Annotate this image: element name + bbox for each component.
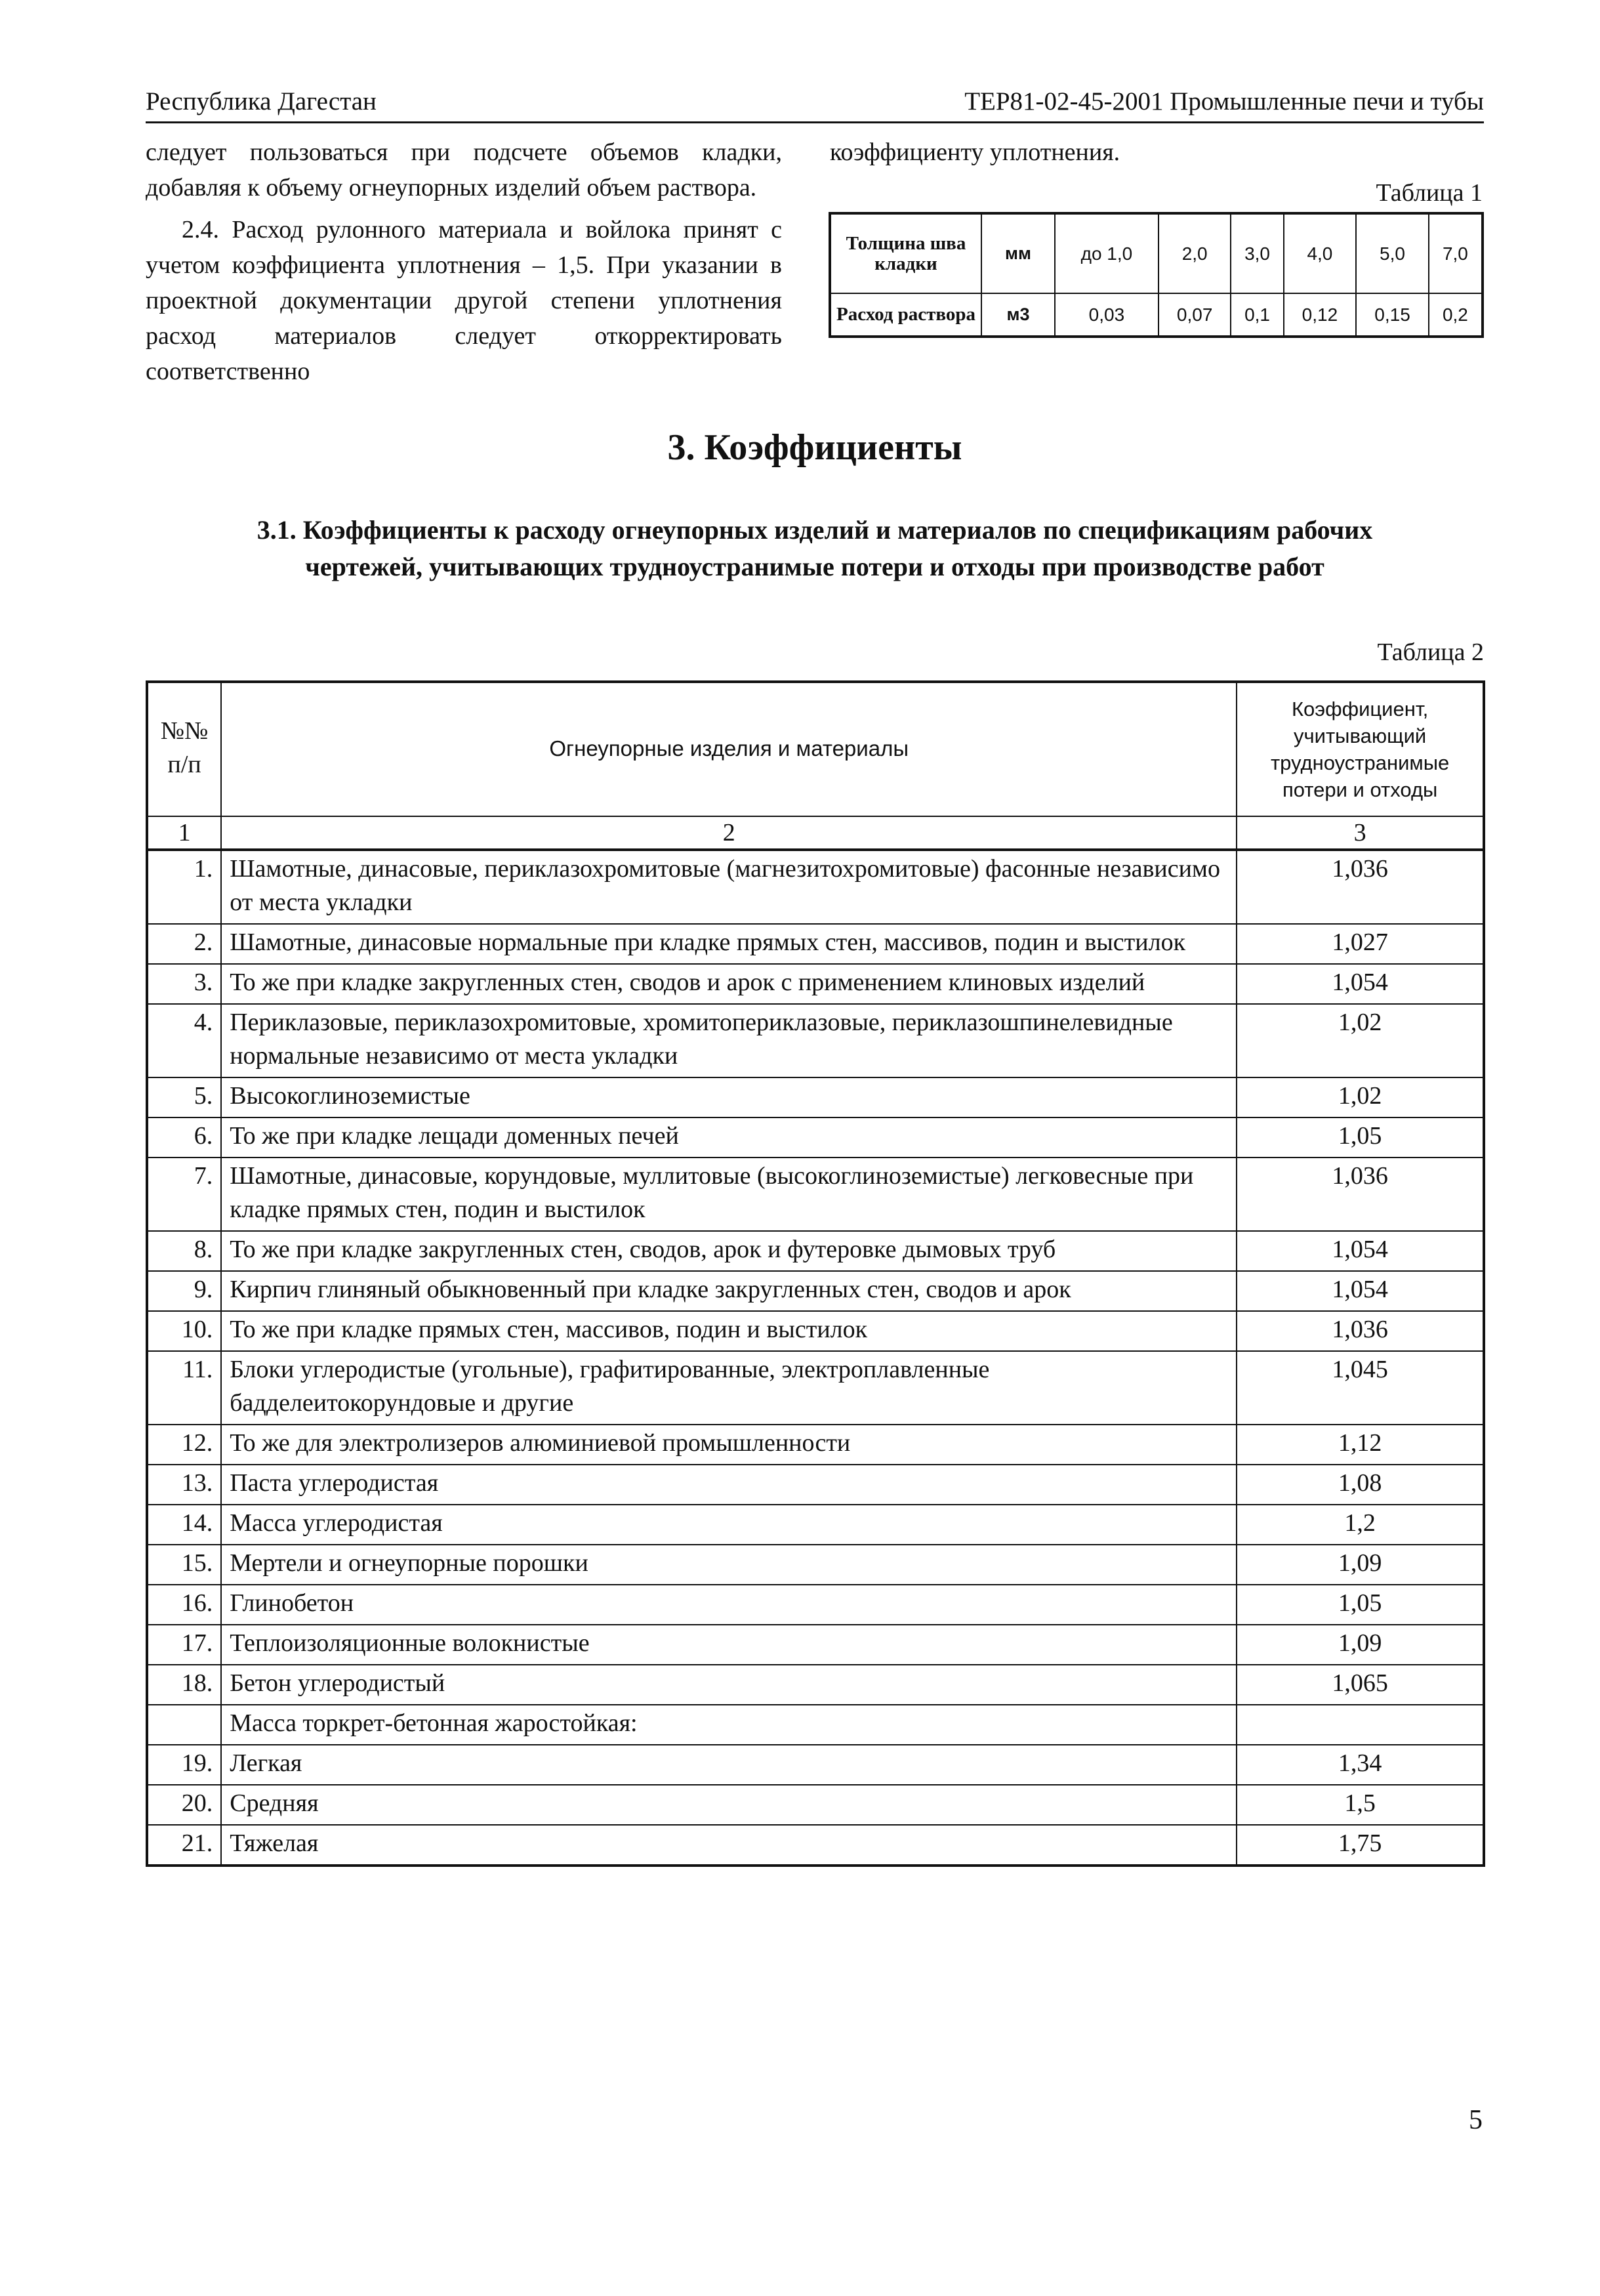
- row-coefficient: 1,02: [1237, 1077, 1484, 1117]
- table1-cell: 0,1: [1231, 293, 1283, 337]
- row-material: Шамотные, динасовые, корундовые, муллитовые (высокоглиноземистые) легковесные при кладке прямых стен, подин и выстилок: [221, 1158, 1237, 1231]
- table-row: [147, 1158, 1484, 1231]
- row-material: Легкая: [221, 1745, 1237, 1785]
- table-row: [147, 1231, 1484, 1271]
- table1-cell: 2,0: [1159, 213, 1231, 293]
- row-number: 7.: [147, 1158, 221, 1231]
- table1-row-label: Расход раствора: [830, 293, 981, 337]
- row-number: 4.: [147, 1004, 221, 1077]
- row-coefficient: [1237, 1705, 1484, 1745]
- table-row: [147, 1077, 1484, 1117]
- row-coefficient: 1,12: [1237, 1425, 1484, 1465]
- header-document-code: ТЕР81-02-45-2001 Промышленные печи и тубы: [964, 87, 1484, 115]
- header-value: Коэффициент, учитывающий трудноустранимые потери и отходы: [1237, 682, 1484, 816]
- row-number: 18.: [147, 1665, 221, 1705]
- table-row: [147, 850, 1484, 924]
- row-material: Кирпич глиняный обыкновенный при кладке закругленных стен, сводов и арок: [221, 1271, 1237, 1311]
- intro-paragraph-2: 2.4. Расход рулонного материала и войлока принят с учетом коэффициента уплотнения – 1,5. При указании в проектной документации другой степени уплотнения расход материалов следует откорректировать соответственно: [146, 216, 782, 385]
- table-row: [147, 1545, 1484, 1585]
- row-material: Средняя: [221, 1785, 1237, 1825]
- table-2: [146, 680, 1485, 1867]
- header-num: №№ п/п: [147, 682, 221, 816]
- row-number: 10.: [147, 1311, 221, 1351]
- table1-cell: 0,2: [1429, 293, 1483, 337]
- table1-cell: 3,0: [1231, 213, 1283, 293]
- row-coefficient: 1,036: [1237, 1158, 1484, 1231]
- table-row: [147, 1271, 1484, 1311]
- table1-row: [830, 293, 1483, 337]
- row-coefficient: 1,036: [1237, 1311, 1484, 1351]
- section-subtitle: 3.1. Коэффициенты к расходу огнеупорных изделий и материалов по спецификациям рабочих чертежей, учитывающих трудноустранимые потери и отходы при производстве работ: [256, 515, 1373, 581]
- row-coefficient: 1,2: [1237, 1505, 1484, 1545]
- row-number: 1.: [147, 850, 221, 924]
- row-coefficient: 1,045: [1237, 1351, 1484, 1425]
- table1-cell: 0,03: [1055, 293, 1159, 337]
- row-number: 15.: [147, 1545, 221, 1585]
- index-cell: 2: [221, 816, 1237, 850]
- row-number: 13.: [147, 1465, 221, 1505]
- table2-header-row: [147, 682, 1484, 816]
- row-coefficient: 1,05: [1237, 1585, 1484, 1625]
- table-row: [147, 1425, 1484, 1465]
- row-coefficient: 1,34: [1237, 1745, 1484, 1785]
- row-material: Шамотные, динасовые, периклазохромитовые (магнезитохромитовые) фасонные независимо от места укладки: [221, 850, 1237, 924]
- row-material: Масса углеродистая: [221, 1505, 1237, 1545]
- row-coefficient: 1,08: [1237, 1465, 1484, 1505]
- intro-left-column: [146, 135, 782, 389]
- row-coefficient: 1,054: [1237, 964, 1484, 1004]
- table-row: [147, 1825, 1484, 1866]
- row-number: 21.: [147, 1825, 221, 1866]
- table-row: [147, 1665, 1484, 1705]
- row-material: Шамотные, динасовые нормальные при кладке прямых стен, массивов, подин и выстилок: [221, 924, 1237, 964]
- table1-row-unit: мм: [981, 213, 1055, 293]
- table-row: [147, 1585, 1484, 1625]
- table1-cell: 5,0: [1356, 213, 1429, 293]
- table1-cell: 0,15: [1356, 293, 1429, 337]
- header-region: Республика Дагестан: [146, 87, 377, 115]
- table-row: [147, 964, 1484, 1004]
- row-material: Тяжелая: [221, 1825, 1237, 1866]
- index-cell: 1: [147, 816, 221, 850]
- table-row: [147, 924, 1484, 964]
- row-coefficient: 1,065: [1237, 1665, 1484, 1705]
- row-material: Теплоизоляционные волокнистые: [221, 1625, 1237, 1665]
- row-number: 14.: [147, 1505, 221, 1545]
- row-coefficient: 1,02: [1237, 1004, 1484, 1077]
- table-row: [147, 1505, 1484, 1545]
- table-row: [147, 1625, 1484, 1665]
- table1-cell: до 1,0: [1055, 213, 1159, 293]
- row-material: То же для электролизеров алюминиевой промышленности: [221, 1425, 1237, 1465]
- table-1: [829, 212, 1484, 338]
- table1-cell: 0,12: [1284, 293, 1357, 337]
- table-row: [147, 1745, 1484, 1785]
- table-row: [147, 1785, 1484, 1825]
- row-coefficient: 1,036: [1237, 850, 1484, 924]
- table-row: [147, 1004, 1484, 1077]
- row-number: 12.: [147, 1425, 221, 1465]
- table-row: [147, 1465, 1484, 1505]
- header-name: Огнеупорные изделия и материалы: [221, 682, 1237, 816]
- row-coefficient: 1,05: [1237, 1117, 1484, 1158]
- row-number: 11.: [147, 1351, 221, 1425]
- table-row: [147, 1351, 1484, 1425]
- row-number: 3.: [147, 964, 221, 1004]
- table-row: [147, 1117, 1484, 1158]
- row-coefficient: 1,09: [1237, 1545, 1484, 1585]
- row-number: 5.: [147, 1077, 221, 1117]
- row-material: Мертели и огнеупорные порошки: [221, 1545, 1237, 1585]
- table2-index-row: [147, 816, 1484, 850]
- row-number: 9.: [147, 1271, 221, 1311]
- table1-cell: 4,0: [1284, 213, 1357, 293]
- row-coefficient: 1,054: [1237, 1271, 1484, 1311]
- intro-right-text: коэффициенту уплотнения.: [830, 138, 1120, 166]
- row-material: То же при кладке закругленных стен, сводов и арок с применением клиновых изделий: [221, 964, 1237, 1004]
- row-material: Высокоглиноземистые: [221, 1077, 1237, 1117]
- row-material: Бетон углеродистый: [221, 1665, 1237, 1705]
- row-number: 19.: [147, 1745, 221, 1785]
- row-coefficient: 1,027: [1237, 924, 1484, 964]
- table-row: [147, 1311, 1484, 1351]
- intro-paragraph-1: следует пользоваться при подсчете объемов кладки, добавляя к объему огнеупорных изделий объем раствора.: [146, 138, 782, 201]
- row-material: Глинобетон: [221, 1585, 1237, 1625]
- table1-row-unit: м3: [981, 293, 1055, 337]
- row-number: 6.: [147, 1117, 221, 1158]
- row-number: 8.: [147, 1231, 221, 1271]
- row-coefficient: 1,75: [1237, 1825, 1484, 1866]
- row-material: Масса торкрет-бетонная жаростойкая:: [221, 1705, 1237, 1745]
- row-material: Паста углеродистая: [221, 1465, 1237, 1505]
- table2-caption: Таблица 2: [1377, 638, 1484, 666]
- page-number: 5: [1469, 2105, 1483, 2135]
- row-material: Блоки углеродистые (угольные), графитированные, электроплавленные бадделеитокорундовые и другие: [221, 1351, 1237, 1425]
- header-rule: [146, 121, 1484, 123]
- row-material: То же при кладке лещади доменных печей: [221, 1117, 1237, 1158]
- row-number: 17.: [147, 1625, 221, 1665]
- row-number: [147, 1705, 221, 1745]
- row-coefficient: 1,09: [1237, 1625, 1484, 1665]
- row-material: То же при кладке прямых стен, массивов, подин и выстилок: [221, 1311, 1237, 1351]
- section-title: 3. Коэффициенты: [667, 427, 962, 468]
- table1-caption: Таблица 1: [1376, 179, 1483, 207]
- row-coefficient: 1,5: [1237, 1785, 1484, 1825]
- row-coefficient: 1,054: [1237, 1231, 1484, 1271]
- row-number: 2.: [147, 924, 221, 964]
- table-row: [147, 1705, 1484, 1745]
- index-cell: 3: [1237, 816, 1484, 850]
- table1-row: [830, 213, 1483, 293]
- row-number: 16.: [147, 1585, 221, 1625]
- row-material: Периклазовые, периклазохромитовые, хромитопериклазовые, периклазошпинелевидные нормальные независимо от места укладки: [221, 1004, 1237, 1077]
- row-number: 20.: [147, 1785, 221, 1825]
- table1-row-label: Толщина шва кладки: [830, 213, 981, 293]
- table1-cell: 0,07: [1159, 293, 1231, 337]
- row-material: То же при кладке закругленных стен, сводов, арок и футеровке дымовых труб: [221, 1231, 1237, 1271]
- table1-cell: 7,0: [1429, 213, 1483, 293]
